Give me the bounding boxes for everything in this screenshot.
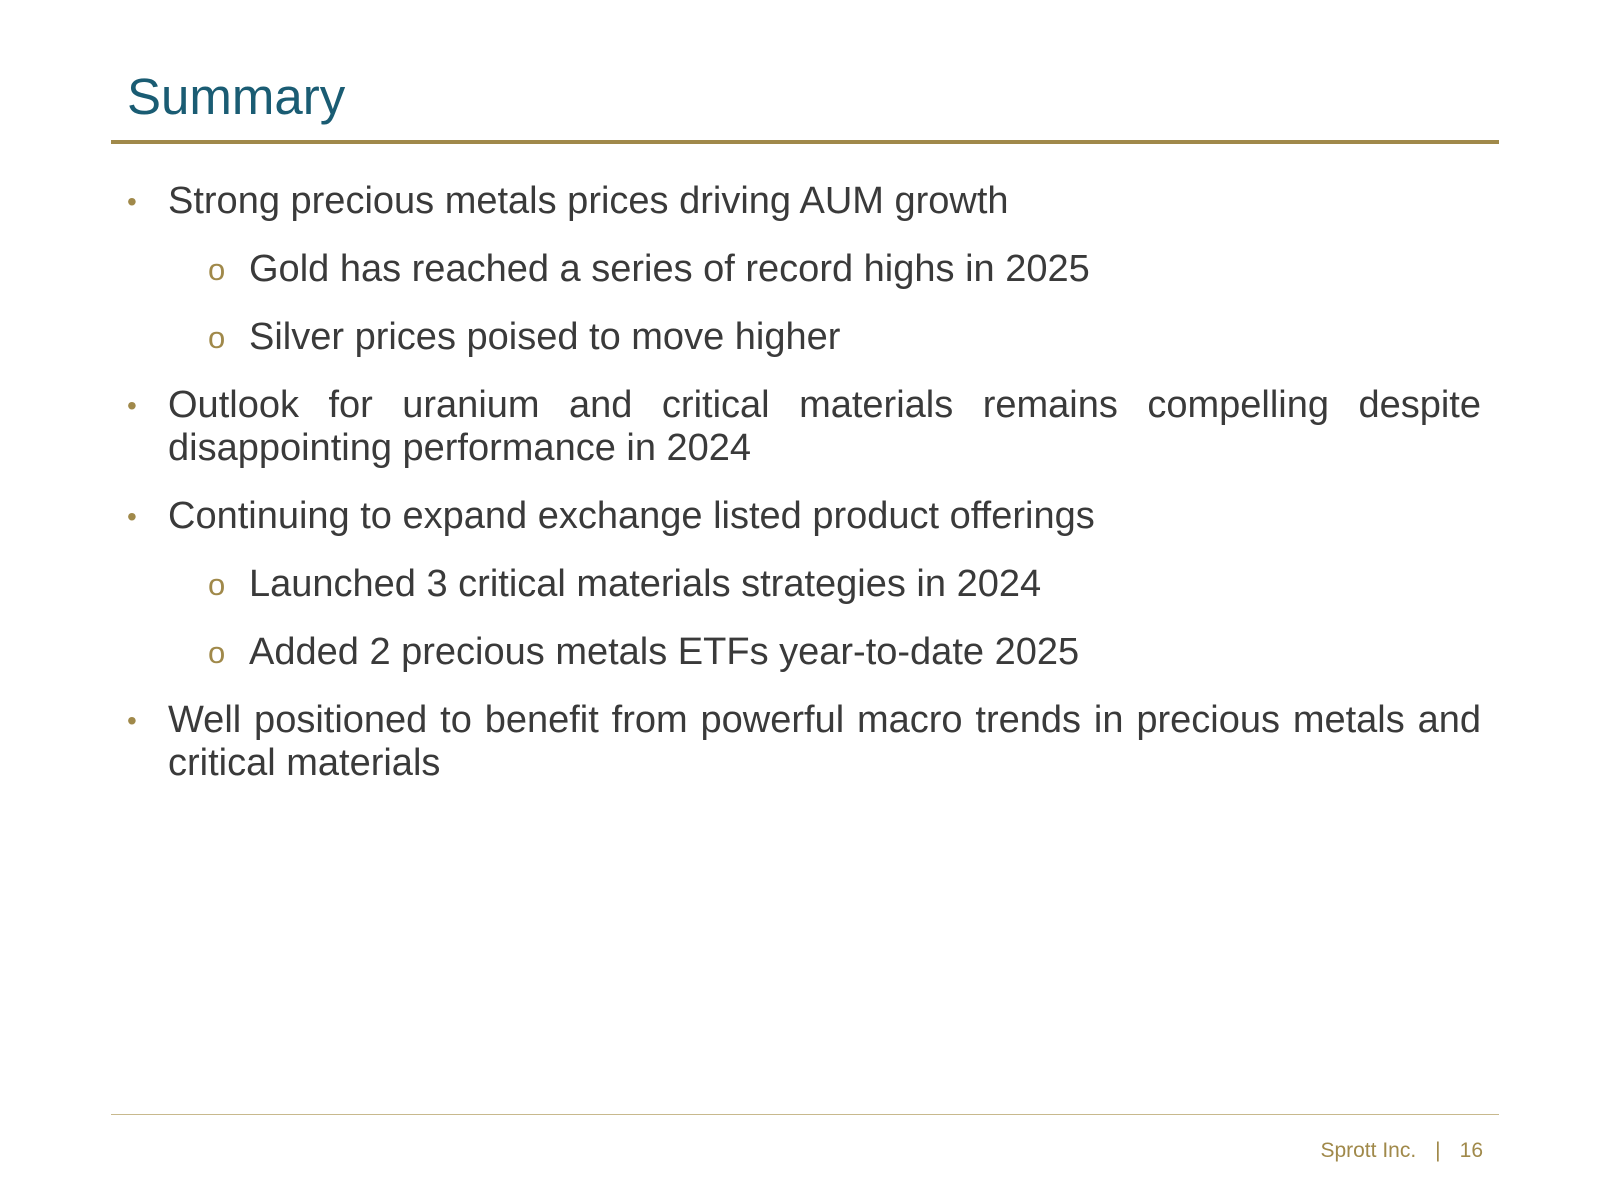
bullet-text: Continuing to expand exchange listed product offerings [168, 495, 1095, 537]
sub-bullet-text: Launched 3 critical materials strategies in 2024 [249, 563, 1042, 605]
bullet-item [127, 384, 1481, 470]
bullet-text: Outlook for uranium and critical materials remains compelling despite disappointing performance in 2024 [168, 384, 1481, 469]
bullet-marker: • [127, 501, 137, 532]
sub-bullet-list [127, 563, 1481, 674]
bullet-marker: • [127, 705, 137, 736]
sub-bullet-item [208, 316, 1481, 359]
sub-bullet-marker: o [208, 567, 226, 602]
sub-bullet-item [208, 563, 1481, 606]
sub-bullet-text: Silver prices poised to move higher [249, 316, 841, 358]
bullet-text: Well positioned to benefit from powerful macro trends in precious metals and critical materials [168, 699, 1481, 784]
sub-bullet-item [208, 248, 1481, 291]
sub-bullet-item [208, 631, 1481, 674]
bullet-item [127, 699, 1481, 785]
footer-company: Sprott Inc. [1320, 1139, 1417, 1162]
sub-bullet-marker: o [208, 635, 226, 670]
sub-bullet-text: Gold has reached a series of record highs in 2025 [249, 248, 1090, 290]
bullet-list [127, 180, 1481, 810]
bullet-marker: • [127, 186, 137, 217]
footer-divider [111, 1114, 1499, 1115]
sub-bullet-marker: o [208, 252, 226, 287]
bullet-text: Strong precious metals prices driving AUM growth [168, 180, 1009, 222]
page-number: 16 [1459, 1139, 1483, 1162]
slide-footer [1320, 1139, 1483, 1163]
footer-separator: | [1435, 1139, 1441, 1162]
bullet-item [127, 180, 1481, 359]
sub-bullet-text: Added 2 precious metals ETFs year-to-date 2025 [249, 631, 1080, 673]
sub-bullet-marker: o [208, 320, 226, 355]
slide-title: Summary [127, 68, 346, 125]
bullet-item [127, 495, 1481, 674]
sub-bullet-list [127, 248, 1481, 359]
bullet-marker: • [127, 390, 137, 421]
title-divider [111, 140, 1499, 144]
